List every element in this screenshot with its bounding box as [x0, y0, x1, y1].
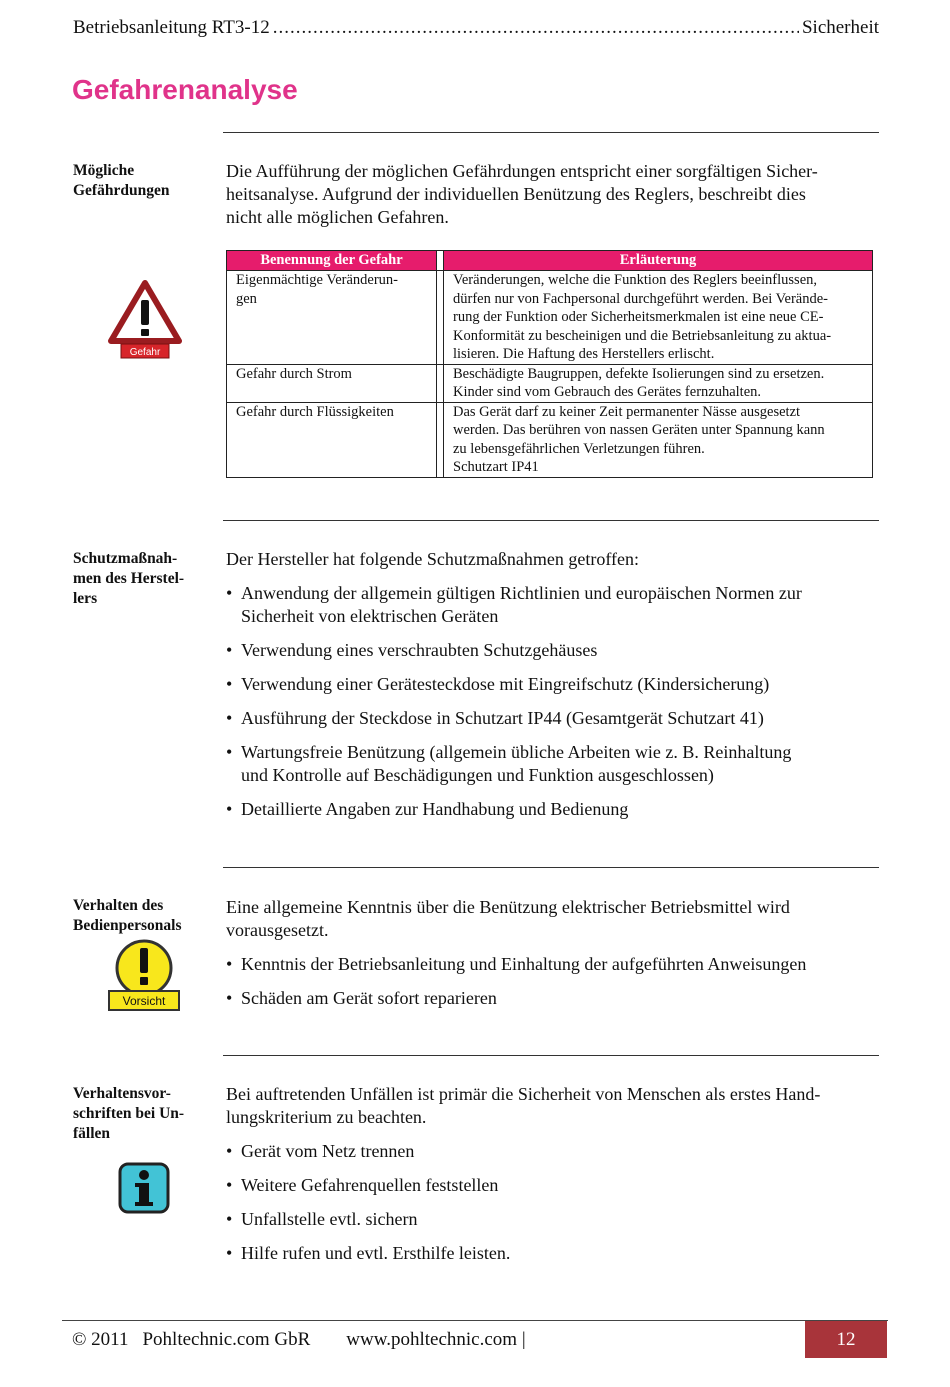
- page-number: 12: [805, 1321, 887, 1358]
- hazard-description: Beschädigte Baugruppen, defekte Isolierungen sind zu ersetzen. Kinder sind vom Gebrauch des Gerätes fernzuhalten.: [444, 364, 873, 402]
- list-item: • Anwendung der allgemein gültigen Richtlinien und europäischen Normen zur Sicherheit von elektrischen Geräten: [226, 582, 876, 628]
- column-header-description: Erläuterung: [444, 251, 873, 271]
- bedienpersonal-list: [226, 953, 876, 1010]
- list-item: • Kenntnis der Betriebsanleitung und Einhaltung der aufgeführten Anweisungen: [226, 953, 876, 976]
- intro-text: Bei auftretenden Unfällen ist primär die Sicherheit von Menschen als erstes Hand- lungskriterium zu beachten.: [226, 1084, 821, 1127]
- intro-text: Der Hersteller hat folgende Schutzmaßnahmen getroffen:: [226, 549, 640, 569]
- unfaelle-list: [226, 1140, 876, 1265]
- caution-icon-label: Vorsicht: [122, 994, 166, 1008]
- info-icon: [118, 1162, 170, 1214]
- footer: [72, 1326, 526, 1354]
- hazard-table: [226, 250, 873, 478]
- table-header-row: [227, 251, 873, 271]
- intro-gefaehrdungen: Die Aufführung der möglichen Gefährdungen entspricht einer sorgfältigen Sicher- heitsanalyse. Aufgrund der individuellen Benützung des Reglers, beschreibt dies nicht alle möglichen Gefahren.: [226, 161, 818, 227]
- section-divider: [223, 520, 879, 521]
- list-item: • Verwendung eines verschraubten Schutzgehäuses: [226, 639, 876, 662]
- list-item: • Gerät vom Netz trennen: [226, 1140, 876, 1163]
- schutzmassnahmen-list: [226, 582, 876, 821]
- page-title: Gefahrenanalyse: [72, 74, 298, 105]
- footer-copyright: © 2011: [72, 1329, 129, 1350]
- intro-text: Eine allgemeine Kenntnis über die Benützung elektrischer Betriebsmittel wird vorausgesetzt.: [226, 897, 790, 940]
- header-leader-dots: [273, 14, 799, 42]
- hazard-name: Eigenmächtige Veränderun- gen: [227, 271, 437, 365]
- list-item: • Detaillierte Angaben zur Handhabung und Bedienung: [226, 798, 876, 821]
- hazard-description: Das Gerät darf zu keiner Zeit permanenter Nässe ausgesetzt werden. Das berühren von nassen Geräten unter Spannung kann zu lebensgefährlichen Verletzungen führen. Schutzart IP41: [444, 402, 873, 477]
- side-heading-unfaelle: Verhaltensvor- schriften bei Un- fällen: [73, 1085, 185, 1142]
- bedienpersonal-content: [226, 896, 876, 1021]
- footer-url[interactable]: www.pohltechnic.com |: [346, 1329, 526, 1350]
- side-heading-bedienpersonal: Verhalten des Bedienpersonals: [73, 897, 182, 934]
- hazard-description: Veränderungen, welche die Funktion des Reglers beeinflussen, dürfen nur von Fachpersonal durchgeführt werden. Bei Verände- rung der Funktion oder Sicherheitsmerkmalen ist eine neue CE- Konformität zu bescheinigen und die Betriebsanleitung zu aktua- lisieren. Die Haftung des Herstellers erlischt.: [444, 271, 873, 365]
- list-item: • Schäden am Gerät sofort reparieren: [226, 987, 876, 1010]
- header-section: Sicherheit: [801, 17, 879, 38]
- list-item: • Verwendung einer Gerätesteckdose mit Eingreifschutz (Kindersicherung): [226, 673, 876, 696]
- schutzmassnahmen-content: [226, 548, 876, 832]
- column-header-name: Benennung der Gefahr: [227, 251, 437, 271]
- table-row: [227, 402, 873, 477]
- side-heading-schutzmassnahmen: Schutzmaßnah- men des Herstel- lers: [73, 550, 185, 607]
- section-divider: [223, 132, 879, 133]
- list-item: • Unfallstelle evtl. sichern: [226, 1208, 876, 1231]
- section-divider: [223, 867, 879, 868]
- exclamation-circle-icon: [106, 938, 182, 1014]
- table-row: [227, 271, 873, 365]
- section-divider: [223, 1055, 879, 1056]
- hazard-name: Gefahr durch Flüssigkeiten: [227, 402, 437, 477]
- side-heading-gefaehrdungen: Mögliche Gefährdungen: [73, 162, 170, 199]
- table-row: [227, 364, 873, 402]
- list-item: • Hilfe rufen und evtl. Ersthilfe leisten.: [226, 1242, 876, 1265]
- list-item: • Wartungsfreie Benützung (allgemein übliche Arbeiten wie z. B. Reinhaltung und Kontrolle auf Beschädigungen und Funktion ausgeschlossen): [226, 741, 876, 787]
- header-document-title: Betriebsanleitung RT3-12: [73, 17, 270, 38]
- warning-triangle-icon: [108, 280, 182, 360]
- hazard-name: Gefahr durch Strom: [227, 364, 437, 402]
- list-item: • Ausführung der Steckdose in Schutzart IP44 (Gesamtgerät Schutzart 41): [226, 707, 876, 730]
- danger-icon-label: Gefahr: [129, 347, 161, 358]
- running-header: [73, 14, 879, 42]
- footer-company: Pohltechnic.com GbR: [142, 1329, 311, 1350]
- unfaelle-content: [226, 1083, 876, 1276]
- list-item: • Weitere Gefahrenquellen feststellen: [226, 1174, 876, 1197]
- footer-rule: [62, 1320, 888, 1321]
